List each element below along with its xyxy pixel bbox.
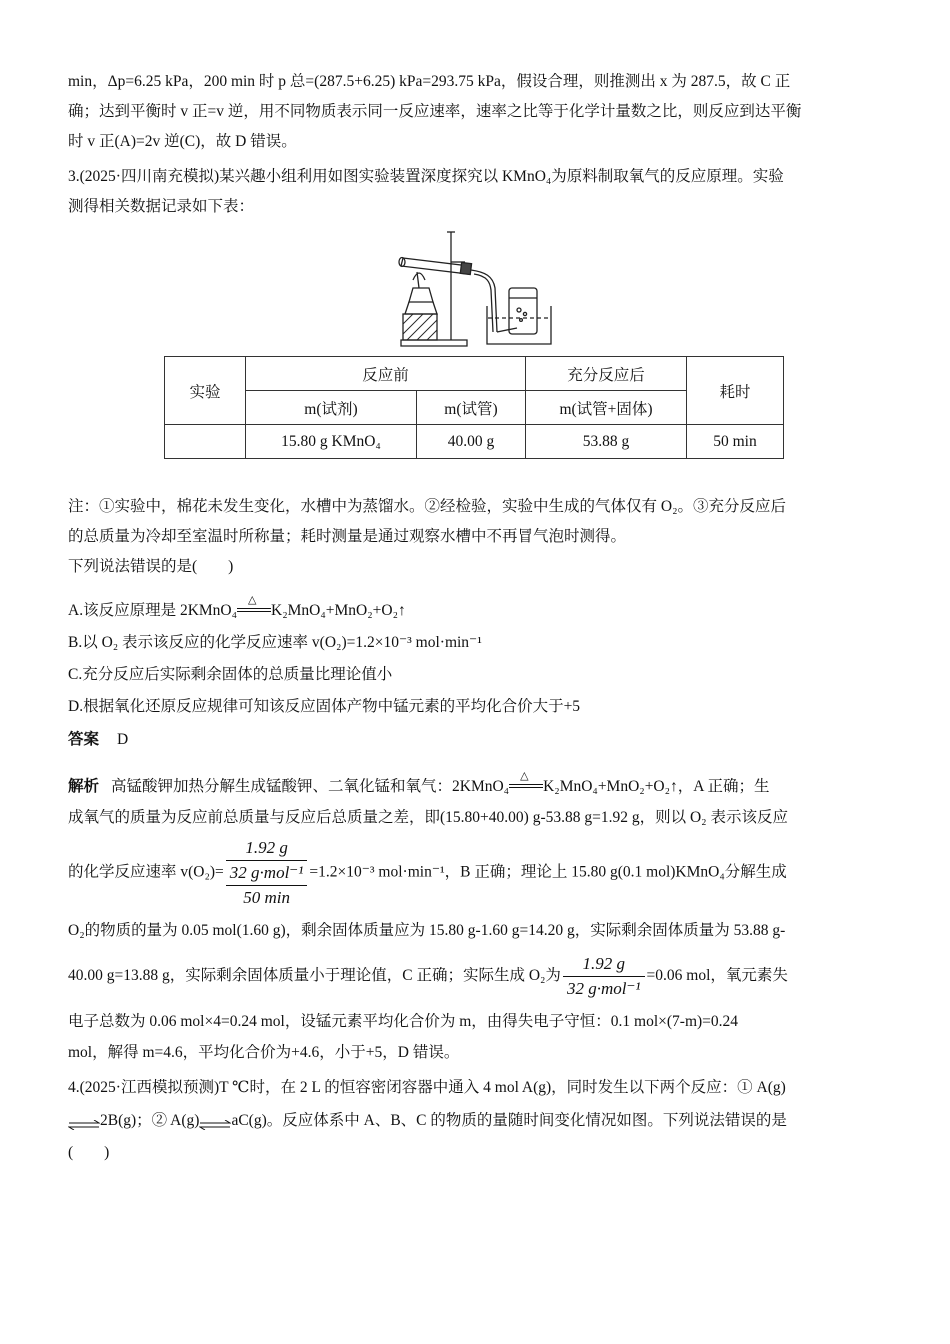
q4-line3: ( ) xyxy=(68,1144,110,1161)
q4-line2 xyxy=(68,1111,787,1131)
q4-line1: 4.(2025·江西模拟预测)T ℃时，在 2 L 的恒容密闭容器中通入 4 mol A(g)，同时发生以下两个反应：① A(g) xyxy=(68,1079,786,1096)
q4-l2-b: aC(g)。反应体系中 A、B、C 的物质的量随时间变化情况如图。下列说法错误的是 xyxy=(231,1112,787,1129)
analysis-line3 xyxy=(68,836,787,910)
para0-line1: min，Δp=6.25 kPa，200 min 时 p 总=(287.5+6.25) kPa=293.75 kPa，假设合理，则推测出 x 为 287.5，故 C 正 xyxy=(68,73,791,90)
q3-stem-line1: 3.(2025·四川南充模拟)某兴趣小组利用如图实验装置深度探究以 KMnO₄为原料制取氧气的反应原理。实验 xyxy=(68,168,784,185)
option-b: B.以 O₂ 表示该反应的化学反应速率 v(O₂)=1.2×10⁻³ mol·min⁻¹ xyxy=(68,634,482,651)
option-a-pre: A.该反应原理是 2KMnO₄ xyxy=(68,602,238,619)
analysis-line2: 成氧气的质量为反应前总质量与反应后总质量之差，即(15.80+40.00) g-53.88 g=1.92 g，则以 O₂ 表示该反应 xyxy=(68,809,788,826)
analysis-line4: O₂的物质的量为 0.05 mol(1.60 g)，剩余固体质量应为 15.80 g-1.60 g=14.20 g，实际剩余固体质量为 53.88 g- xyxy=(68,922,786,939)
q3-stem-line2: 测得相关数据记录如下表： xyxy=(68,198,255,215)
th-before: 反应前 xyxy=(246,357,526,391)
option-a xyxy=(68,594,406,621)
note-line2: 的总质量为冷却至室温时所称量；耗时测量是通过观察水槽中不再冒气泡时测得。 xyxy=(68,528,627,545)
heat-equals-sign: △ xyxy=(509,780,543,794)
table-cell: 40.00 g xyxy=(417,425,526,459)
analysis-l1-pre: 高锰酸钾加热分解生成锰酸钾、二氧化锰和氧气：2KMnO₄ xyxy=(111,778,510,795)
question-ask: 下列说法错误的是( ) xyxy=(68,558,234,575)
answer-value: D xyxy=(117,731,129,748)
table-cell: 53.88 g xyxy=(526,425,687,459)
table-cell: 15.80 g KMnO₄ xyxy=(246,425,417,459)
analysis-l5-pre: 40.00 g=13.88 g，实际剩余固体质量小于理论值，C 正确；实际生成 O₂为 xyxy=(68,967,561,985)
mole-fraction xyxy=(563,952,645,1001)
th-tube-solid: m(试管+固体) xyxy=(526,391,687,425)
rate-fraction xyxy=(226,836,308,910)
frac1-numerator: 1.92 g xyxy=(226,836,308,861)
th-reagent: m(试剂) xyxy=(246,391,417,425)
analysis-line7: mol，解得 m=4.6，平均化合价为+4.6，小于+5，D 错误。 xyxy=(68,1044,460,1061)
reversible-arrow-icon xyxy=(68,1116,100,1126)
analysis-line6: 电子总数为 0.06 mol×4=0.24 mol，设锰元素平均化合价为 m，由得失电子守恒：0.1 mol×(7-m)=0.24 xyxy=(68,1013,739,1030)
data-table xyxy=(164,356,784,459)
reversible-arrow-icon xyxy=(199,1116,231,1126)
analysis-label: 解析 xyxy=(68,778,100,795)
analysis-l5-post: =0.06 mol，氧元素失 xyxy=(646,967,788,985)
analysis-l3-pre: 的化学反应速率 v(O₂)= xyxy=(68,863,224,881)
frac1-middle: 32 g·mol⁻¹ xyxy=(226,861,308,886)
heat-equals-sign: △ xyxy=(237,604,271,618)
answer-line xyxy=(68,730,128,750)
answer-label: 答案 xyxy=(68,731,100,748)
analysis-l1-post: K₂MnO₄+MnO₂+O₂↑，A 正确；生 xyxy=(543,778,770,795)
th-experiment: 实验 xyxy=(165,357,246,425)
frac2-denominator: 32 g·mol⁻¹ xyxy=(566,979,641,998)
table-cell: 50 min xyxy=(687,425,784,459)
table-cell xyxy=(165,425,246,459)
option-c: C.充分反应后实际剩余固体的总质量比理论值小 xyxy=(68,666,393,683)
th-tube: m(试管) xyxy=(417,391,526,425)
option-a-post: K₂MnO₄+MnO₂+O₂↑ xyxy=(271,602,406,619)
q4-l2-a: 2B(g)；② A(g) xyxy=(100,1112,200,1129)
analysis-l3-post: =1.2×10⁻³ mol·min⁻¹，B 正确；理论上 15.80 g(0.1 mol)KMnO₄分解生成 xyxy=(309,863,787,881)
experiment-apparatus-figure xyxy=(393,228,563,348)
note-line1: 注：①实验中，棉花未发生变化，水槽中为蒸馏水。②经检验，实验中生成的气体仅有 O₂。③充分反应后 xyxy=(68,498,786,515)
analysis-line1 xyxy=(68,770,770,797)
para0-line3: 时 v 正(A)=2v 逆(C)，故 D 错误。 xyxy=(68,133,297,150)
frac2-numerator: 1.92 g xyxy=(563,952,645,977)
th-time: 耗时 xyxy=(687,357,784,425)
option-d: D.根据氧化还原反应规律可知该反应固体产物中锰元素的平均化合价大于+5 xyxy=(68,698,581,715)
analysis-line5 xyxy=(68,952,788,1001)
th-after: 充分反应后 xyxy=(526,357,687,391)
para0-line2: 确；达到平衡时 v 正=v 逆，用不同物质表示同一反应速率，速率之比等于化学计量数之比，则反应到达平衡 xyxy=(68,103,802,120)
frac1-denominator: 50 min xyxy=(243,888,290,907)
